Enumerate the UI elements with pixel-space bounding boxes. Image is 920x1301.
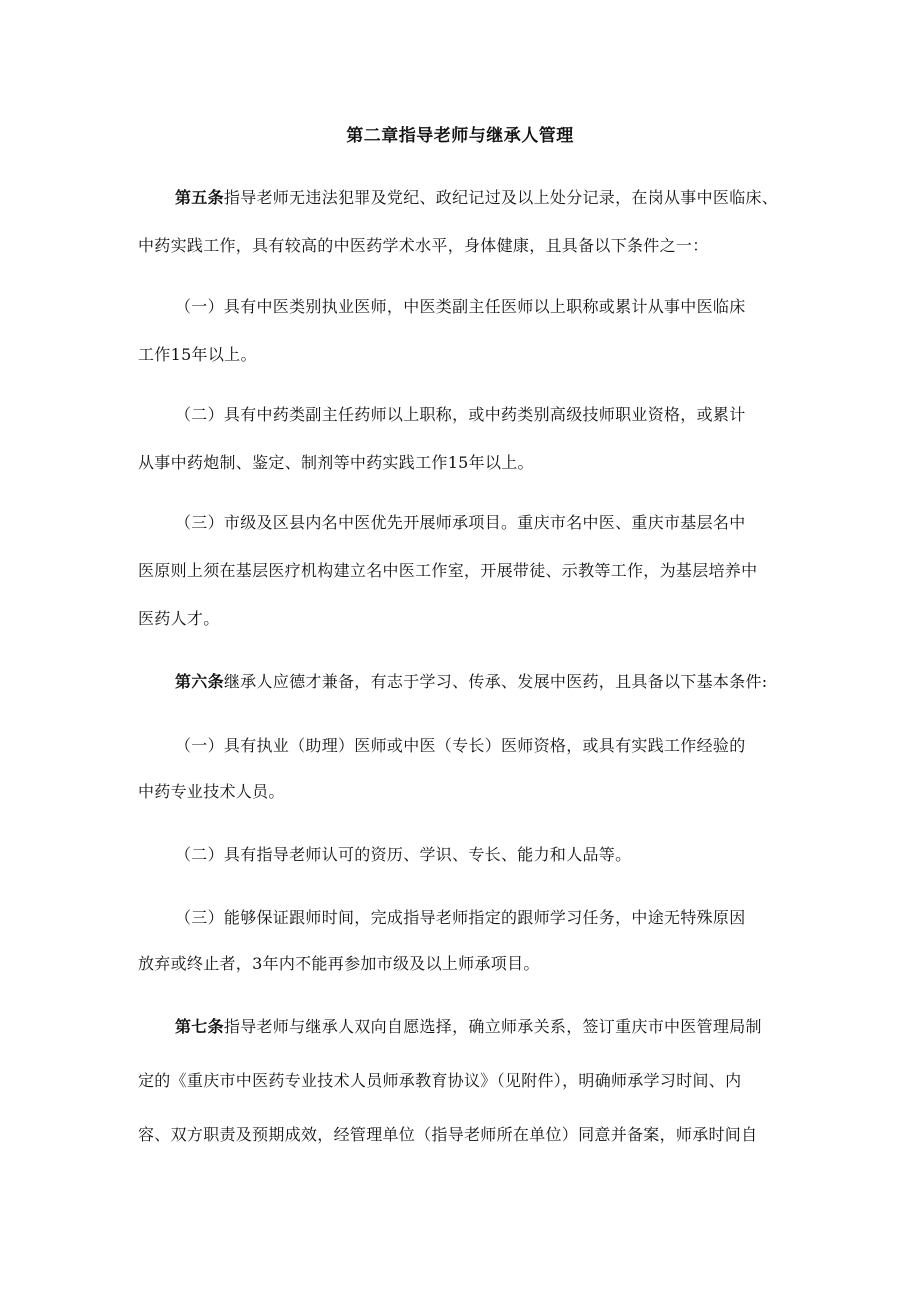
article-7-line-3: 容、双方职责及预期成效，经管理单位（指导老师所在单位）同意并备案，师承时间自 <box>138 1125 758 1144</box>
article-5-line-2: 中药实践工作，具有较高的中医药学术水平，身体健康，且具备以下条件之一： <box>138 236 709 255</box>
article-6-line-1 <box>175 668 788 696</box>
article-5-item-1-line-2: 工作15年以上。 <box>138 345 257 364</box>
article-6-text-1: 继承人应德才兼备，有志于学习、传承、发展中医药，且具备以下基本条件: <box>223 672 768 691</box>
article-6-item-3-line-2: 放弃或终止者，3年内不能再参加市级及以上师承项目。 <box>138 954 540 973</box>
article-7-text-1: 指导老师与继承人双向自愿选择，确立师承关系，签订重庆市中医管理局制 <box>223 1017 762 1036</box>
article-5-item-3-line-1: （三）市级及区县内名中医优先开展师承项目。重庆市名中医、重庆市基层名中 <box>175 513 746 532</box>
article-6-head: 第六条 <box>175 672 224 691</box>
article-5-text-1: 指导老师无违法犯罪及党纪、政纪记过及以上处分记录，在岗从事中医临床、 <box>223 188 779 207</box>
article-7-line-1 <box>175 1013 788 1041</box>
article-5-item-3-line-3: 医药人才。 <box>138 609 220 628</box>
article-6-item-3-line-1: （三）能够保证跟师时间，完成指导老师指定的跟师学习任务，中途无特殊原因 <box>175 908 746 927</box>
chapter-title: 第二章指导老师与继承人管理 <box>346 126 574 146</box>
article-7-line-2: 定的《重庆市中医药专业技术人员师承教育协议》（见附件），明确师承学习时间、内 <box>138 1071 742 1090</box>
article-6-item-1-line-1: （一）具有执业（助理）医师或中医（专长）医师资格，或具有实践工作经验的 <box>175 736 746 755</box>
article-6-item-2-line-1: （二）具有指导老师认可的资历、学识、专长、能力和人品等。 <box>175 845 632 864</box>
article-5-head: 第五条 <box>175 188 224 207</box>
article-5-item-3-line-2: 医原则上须在基层医疗机构建立名中医工作室，开展带徒、示教等工作，为基层培养中 <box>138 561 758 580</box>
article-5-item-2-line-2: 从事中药炮制、鉴定、制剂等中药实践工作15年以上。 <box>138 453 534 472</box>
article-5-item-2-line-1: （二）具有中药类副主任药师以上职称，或中药类别高级技师职业资格，或累计 <box>175 405 746 424</box>
article-5-line-1 <box>175 184 788 212</box>
article-6-item-1-line-2: 中药专业技术人员。 <box>138 782 285 801</box>
article-7-head: 第七条 <box>175 1017 224 1036</box>
article-5-item-1-line-1: （一）具有中医类别执业医师，中医类副主任医师以上职称或累计从事中医临床 <box>175 297 746 316</box>
